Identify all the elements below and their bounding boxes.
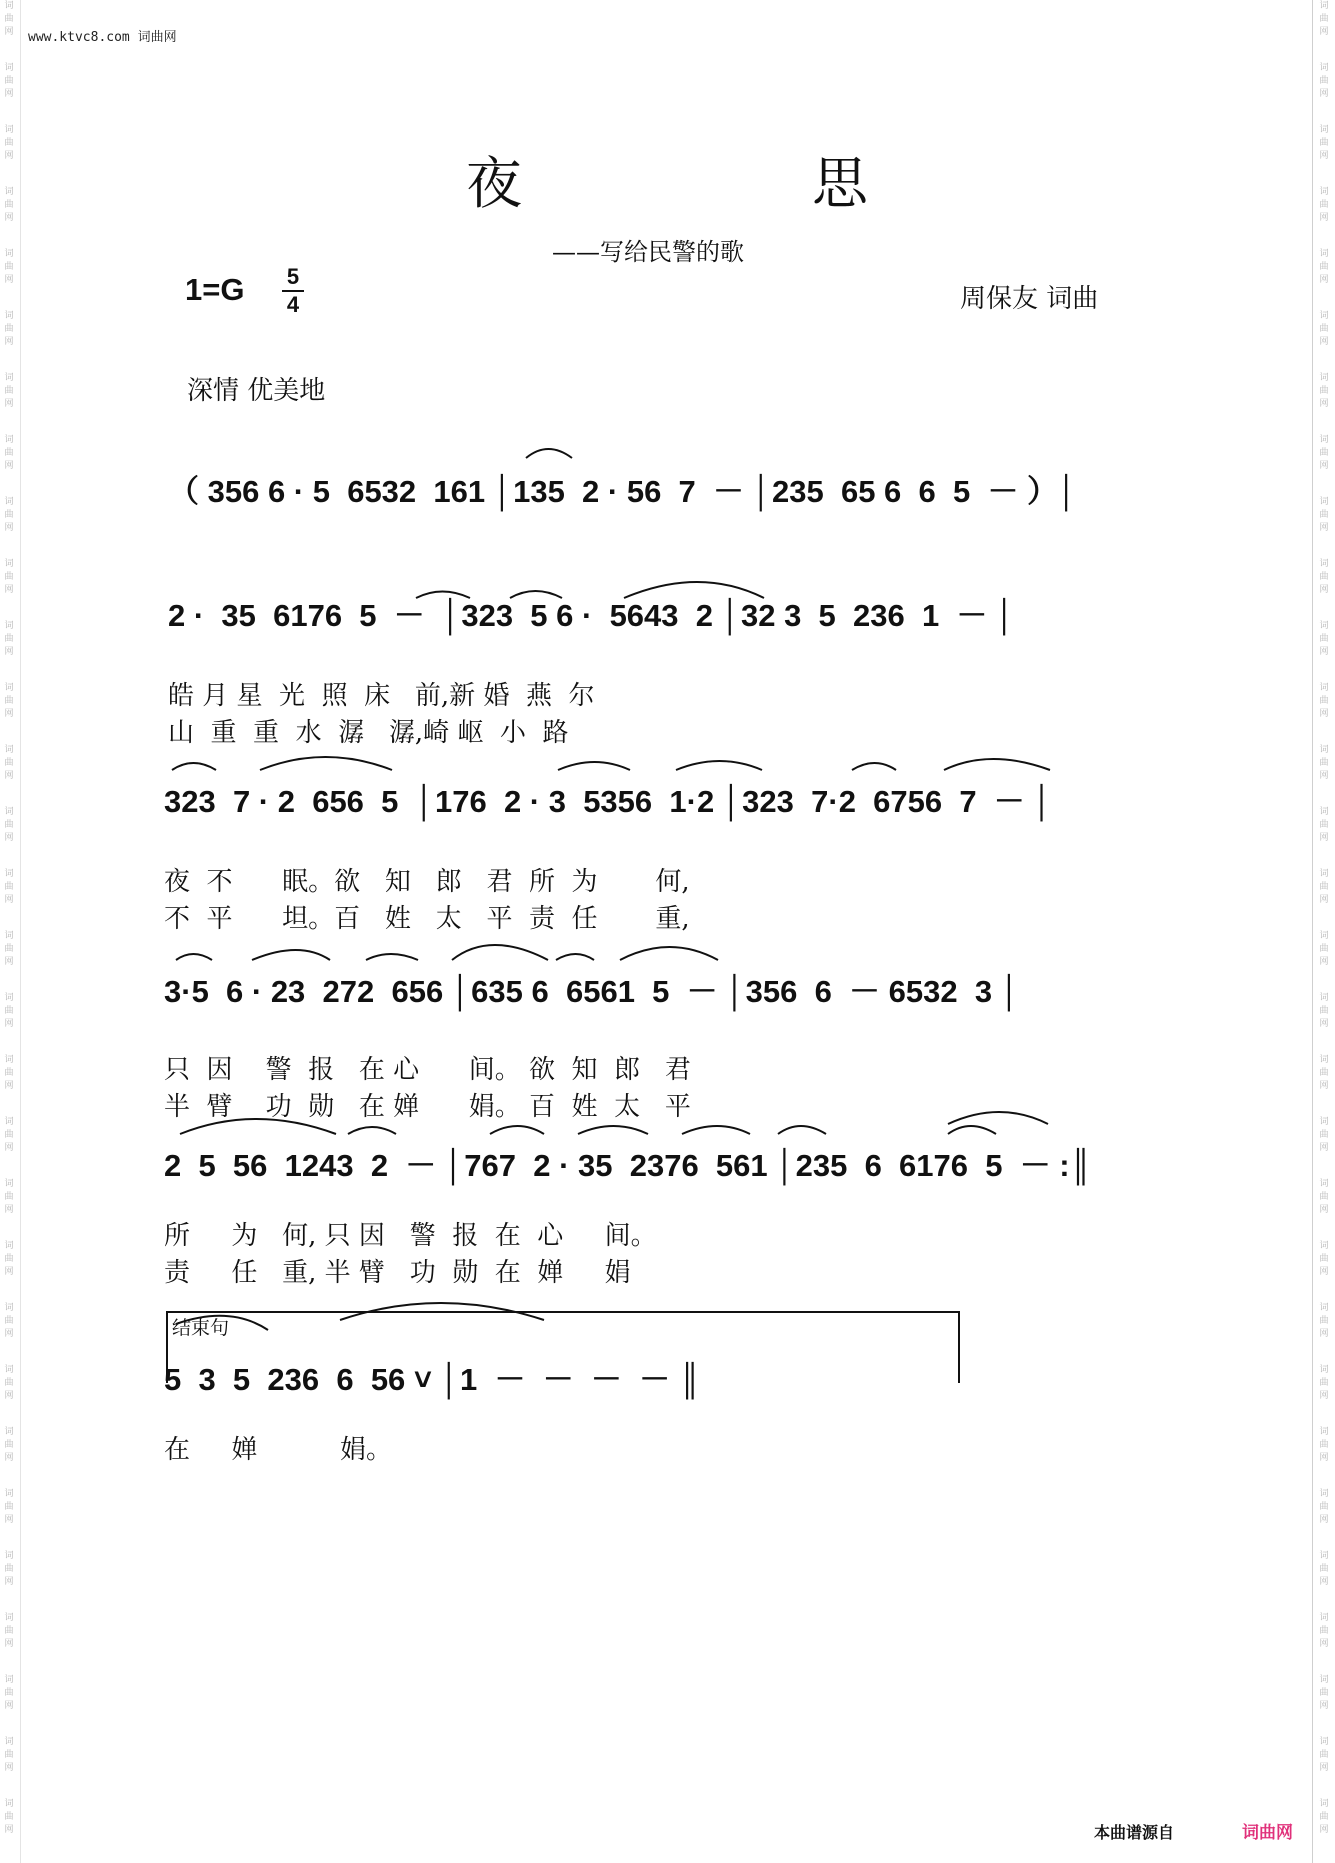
watermark-text: 词 曲 网	[4, 1365, 14, 1401]
slur-arc	[620, 947, 718, 960]
watermark-text: 词 曲 网	[1319, 931, 1329, 967]
watermark-text: 词 曲 网	[4, 249, 14, 285]
subtitle: ——写给民警的歌	[552, 238, 744, 266]
watermark-text: 词 曲 网	[4, 1613, 14, 1649]
ending-label: 结束句	[172, 1317, 230, 1339]
watermark-text: 词 曲 网	[1319, 311, 1329, 347]
watermark-text: 词 曲 网	[1319, 1737, 1329, 1773]
watermark-text: 词 曲 网	[4, 497, 14, 533]
slur-arc	[252, 950, 330, 960]
slur-arc	[778, 1126, 826, 1134]
watermark-text: 词 曲 网	[4, 1179, 14, 1215]
watermark-text: 词 曲 网	[1319, 869, 1329, 905]
slur-arc	[526, 449, 572, 458]
watermark-text: 词 曲 网	[4, 435, 14, 471]
site-name: 词曲网	[137, 30, 177, 45]
watermark-text: 词 曲 网	[4, 63, 14, 99]
watermark-text: 词 曲 网	[1319, 125, 1329, 161]
watermark-text: 词 曲 网	[1319, 621, 1329, 657]
watermark-text: 词 曲 网	[1319, 63, 1329, 99]
watermark-text: 词 曲 网	[1319, 1055, 1329, 1091]
score-row-3-lyrics-verse-1: 夜 不 眠。欲 知 郎 君 所 为 何,	[164, 867, 690, 897]
watermark-text: 词 曲 网	[4, 1055, 14, 1091]
page-title-char-2: 思	[812, 152, 868, 217]
watermark-text: 词 曲 网	[1319, 1, 1329, 37]
watermark-text: 词 曲 网	[4, 1675, 14, 1711]
score-row-3-notes: 323 7 · 2 656 5 │176 2 · 3 5356 1·2 │323 7·2 6756 7 － │	[164, 784, 1053, 819]
score-row-6-notes: 5 3 5 236 6 56 ˅ │1 － － － － ║	[164, 1362, 701, 1397]
watermark-text: 词 曲 网	[1319, 1675, 1329, 1711]
slur-arc	[578, 1126, 648, 1134]
watermark-text: 词 曲 网	[4, 559, 14, 595]
score-row-5-lyrics-verse-1: 所 为 何, 只 因 警 报 在 心 间。	[164, 1221, 657, 1251]
watermark-text: 词 曲 网	[1319, 187, 1329, 223]
watermark-text: 词 曲 网	[4, 1303, 14, 1339]
author-credit: 周保友 词曲	[960, 284, 1099, 314]
key-signature: 1=G	[185, 272, 245, 307]
score-row-4-lyrics-verse-1: 只 因 警 报 在 心 间。 欲 知 郎 君	[164, 1055, 691, 1085]
watermark-text: 词 曲 网	[4, 1, 14, 37]
watermark-text: 词 曲 网	[4, 1489, 14, 1525]
footer-site-link[interactable]: 词曲网	[1242, 1823, 1293, 1843]
watermark-text: 词 曲 网	[1319, 807, 1329, 843]
watermark-text: 词 曲 网	[4, 993, 14, 1029]
score-row-5-lyrics-verse-2: 责 任 重, 半 臂 功 勋 在 婵 娟	[164, 1258, 631, 1288]
slur-arc	[452, 945, 548, 960]
footer-label: 本曲谱源自	[1094, 1823, 1175, 1842]
score-row-2-notes: 2 · 35 6176 5 － │323 5 6 · 5643 2 │32 3 5 236 1 － │	[168, 598, 1016, 633]
watermark-text: 词 曲 网	[4, 373, 14, 409]
slur-arc	[176, 1316, 268, 1330]
watermark-text: 词 曲 网	[1319, 1613, 1329, 1649]
watermark-text: 词 曲 网	[4, 1737, 14, 1773]
watermark-text: 词 曲 网	[4, 311, 14, 347]
slur-arc	[172, 763, 216, 770]
score-row-5-notes: 2 5 56 1243 2 － │767 2 · 35 2376 561 │235 6 6176 5 － :║	[164, 1148, 1092, 1183]
slur-arc	[348, 1127, 396, 1134]
watermark-text: 词 曲 网	[1319, 1799, 1329, 1835]
tempo-marking: 深情 优美地	[187, 376, 326, 406]
watermark-text: 词 曲 网	[1319, 249, 1329, 285]
score-row-4-notes: 3·5 6 · 23 272 656 │635 6 6561 5 － │356 6 － 6532 3 │	[164, 974, 1021, 1009]
slur-arc	[852, 763, 896, 770]
slur-arc	[510, 591, 562, 598]
watermark-text: 词 曲 网	[1319, 497, 1329, 533]
slur-arc	[416, 592, 470, 599]
watermark-text: 词 曲 网	[1319, 1365, 1329, 1401]
slur-arc	[676, 761, 762, 770]
watermark-text: 词 曲 网	[4, 1551, 14, 1587]
slur-arc	[340, 1303, 544, 1320]
watermark-text: 词 曲 网	[4, 683, 14, 719]
watermark-text: 词 曲 网	[1319, 1427, 1329, 1463]
watermark-text: 词 曲 网	[4, 621, 14, 657]
watermark-text: 词 曲 网	[4, 807, 14, 843]
watermark-text: 词 曲 网	[1319, 993, 1329, 1029]
watermark-text: 词 曲 网	[4, 1241, 14, 1277]
watermark-text: 词 曲 网	[4, 125, 14, 161]
watermark-text: 词 曲 网	[4, 745, 14, 781]
watermark-text: 词 曲 网	[1319, 1303, 1329, 1339]
site-url: www.ktvc8.com	[28, 30, 130, 45]
watermark-text: 词 曲 网	[1319, 559, 1329, 595]
watermark-text: 词 曲 网	[1319, 373, 1329, 409]
slur-arc	[944, 759, 1050, 770]
slur-arc	[948, 1126, 996, 1134]
slur-arc	[682, 1126, 750, 1134]
slur-arc	[490, 1126, 544, 1134]
watermark-text: 词 曲 网	[4, 187, 14, 223]
watermark-text: 词 曲 网	[1319, 1241, 1329, 1277]
watermark-text: 词 曲 网	[1319, 1179, 1329, 1215]
score-row-6-lyrics-verse-1: 在 婵 娟。	[164, 1435, 392, 1465]
watermark-text: 词 曲 网	[4, 931, 14, 967]
score-row-2-lyrics-verse-2: 山 重 重 水 潺 潺,崎 岖 小 路	[168, 718, 569, 748]
score-row-2-lyrics-verse-1: 皓 月 星 光 照 床 前,新 婚 燕 尔	[168, 681, 595, 711]
watermark-text: 词 曲 网	[1319, 1117, 1329, 1153]
watermark-text: 词 曲 网	[1319, 1489, 1329, 1525]
score-row-3-lyrics-verse-2: 不 平 坦。百 姓 太 平 责 任 重,	[164, 904, 690, 934]
slur-arc	[556, 954, 594, 960]
watermark-text: 词 曲 网	[4, 1427, 14, 1463]
watermark-text: 词 曲 网	[1319, 745, 1329, 781]
time-signature-top: 5	[286, 264, 300, 289]
score-row-4-lyrics-verse-2: 半 臂 功 勋 在 婵 娟。 百 姓 太 平	[164, 1092, 691, 1122]
watermark-text: 词 曲 网	[1319, 1551, 1329, 1587]
page-title-char-1: 夜	[466, 152, 522, 217]
watermark-text: 词 曲 网	[1319, 435, 1329, 471]
score-row-1-notes: （ 356 6 · 5 6532 161 │135 2 · 56 7 － │235 65 6 6 5 － ）│	[168, 474, 1078, 509]
watermark-text: 词 曲 网	[4, 869, 14, 905]
slur-arc	[180, 1119, 336, 1134]
slur-arc	[176, 954, 212, 960]
slur-arc	[558, 762, 630, 770]
slur-arc	[624, 582, 764, 598]
slur-arc	[948, 1112, 1048, 1124]
watermark-text: 词 曲 网	[4, 1799, 14, 1835]
watermark-text: 词 曲 网	[1319, 683, 1329, 719]
slur-arc	[366, 954, 418, 960]
time-signature-bottom: 4	[286, 292, 300, 317]
watermark-text: 词 曲 网	[4, 1117, 14, 1153]
slur-arc	[260, 757, 392, 770]
